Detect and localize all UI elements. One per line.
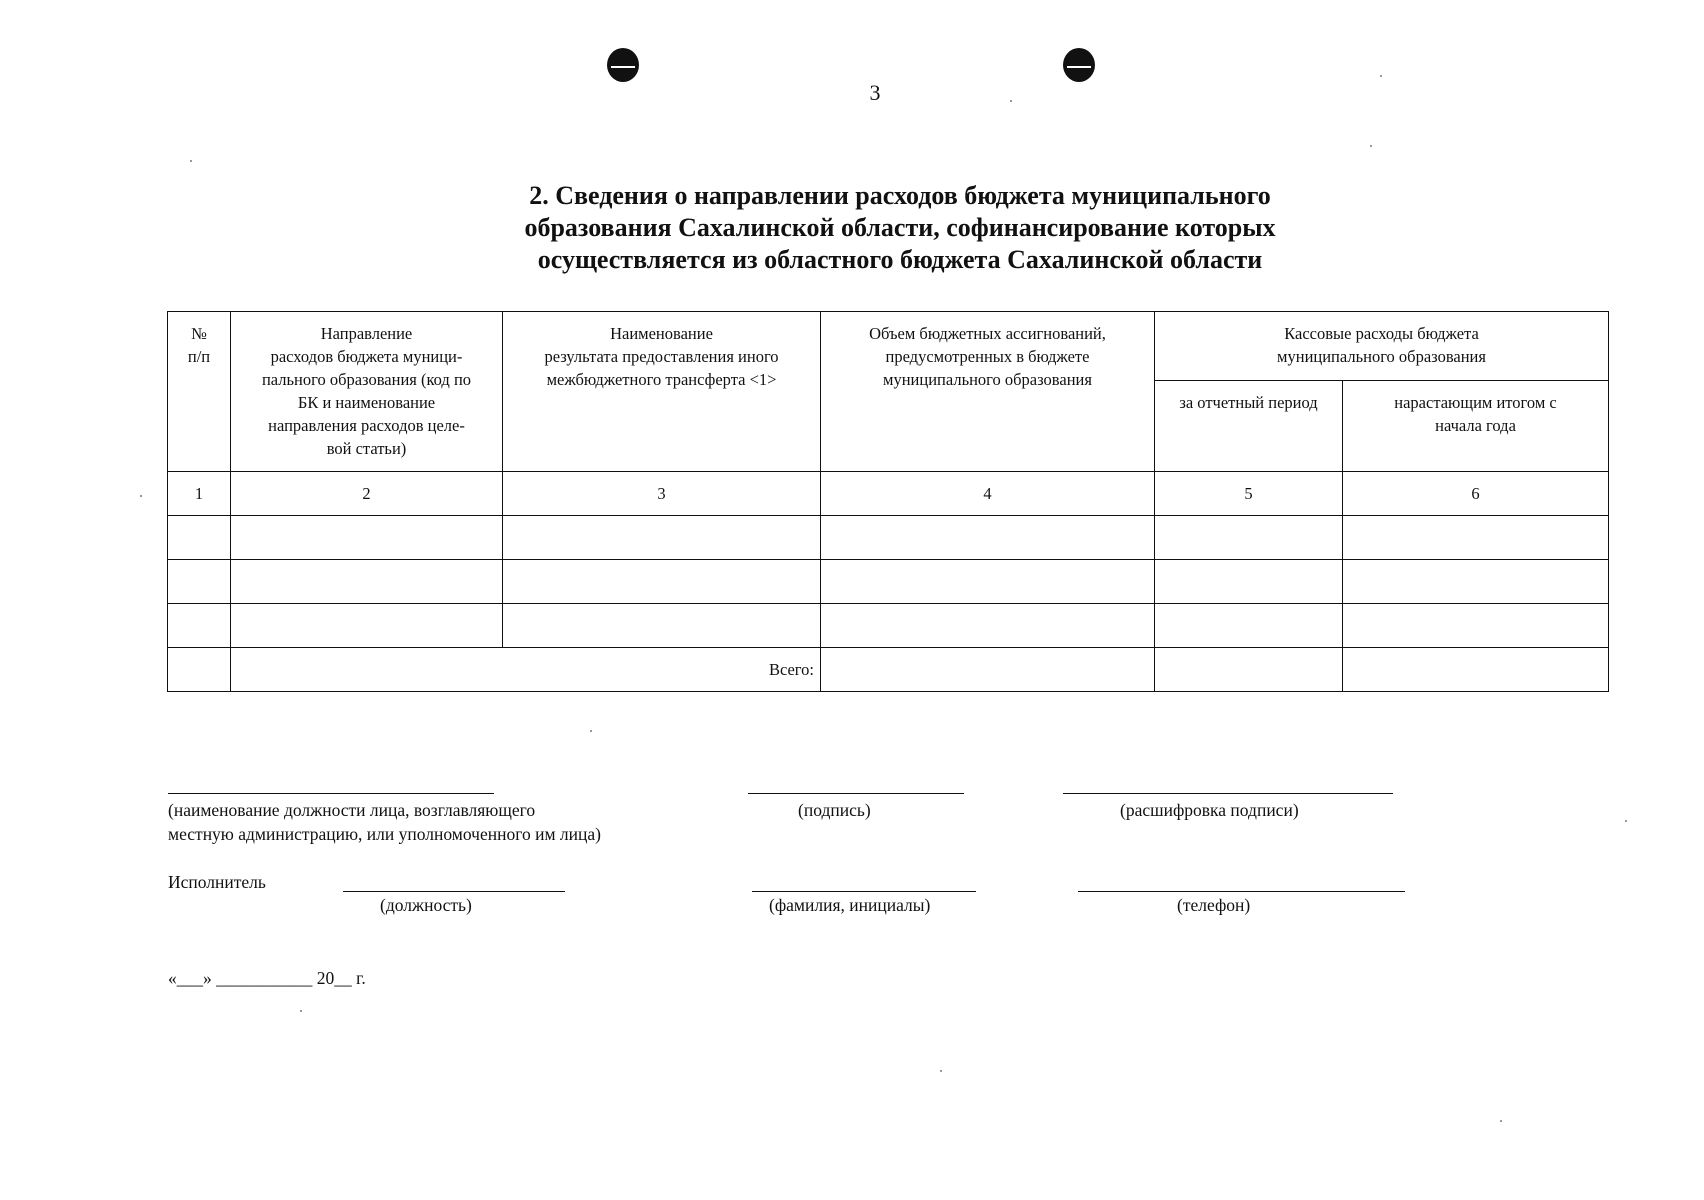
scan-speck xyxy=(590,730,592,732)
table-cell xyxy=(503,560,821,604)
executor-position-line xyxy=(343,891,565,892)
executor-position-caption: (должность) xyxy=(380,895,472,915)
table-cell xyxy=(1155,560,1343,604)
scan-speck xyxy=(1625,820,1627,822)
executor-name-caption: (фамилия, инициалы) xyxy=(769,895,931,915)
table-row xyxy=(168,604,1609,648)
table-cell xyxy=(231,604,503,648)
table-cell xyxy=(1343,560,1609,604)
scan-speck xyxy=(1500,1120,1502,1122)
table-row xyxy=(168,516,1609,560)
executor-phone-caption: (телефон) xyxy=(1177,895,1251,915)
scan-speck xyxy=(190,160,192,162)
table-cell xyxy=(821,560,1155,604)
total-label: Всего: xyxy=(231,648,821,692)
signature-caption: (подпись) xyxy=(798,800,871,820)
position-signature-line xyxy=(168,793,494,794)
punch-hole-left xyxy=(607,48,639,82)
table-cell xyxy=(168,648,231,692)
header-cell-budget-volume: Объем бюджетных ассигнований, предусмотренных в бюджете муниципального образования xyxy=(821,312,1155,472)
total-row xyxy=(168,648,1609,692)
column-number: 3 xyxy=(503,472,821,516)
executor-label: Исполнитель xyxy=(168,872,266,892)
scan-speck xyxy=(940,1070,942,1072)
table-cell xyxy=(1155,516,1343,560)
table-cell xyxy=(231,560,503,604)
section-title-line: 2. Сведения о направлении расходов бюджета муниципального xyxy=(529,181,1271,210)
total-budget-volume-cell xyxy=(821,648,1155,692)
column-number: 2 xyxy=(231,472,503,516)
table-cell xyxy=(1343,516,1609,560)
table-cell xyxy=(821,604,1155,648)
page-number: 3 xyxy=(869,80,881,105)
section-title xyxy=(400,180,1400,276)
column-number: 4 xyxy=(821,472,1155,516)
header-cell-cumulative: нарастающим итогом с начала года xyxy=(1343,381,1609,472)
header-cell-number: № п/п xyxy=(168,312,231,472)
scan-speck xyxy=(1380,75,1382,77)
table-cell xyxy=(503,516,821,560)
table-cell xyxy=(168,516,231,560)
table-cell xyxy=(821,516,1155,560)
section-title-line: осуществляется из областного бюджета Сахалинской области xyxy=(537,245,1263,274)
scan-speck xyxy=(1010,100,1012,102)
table-row xyxy=(168,560,1609,604)
expenses-table xyxy=(167,311,1609,692)
position-caption: (наименование должности лица, возглавляющего местную администрацию, или уполномоченного им лица) xyxy=(168,800,601,844)
decoding-signature-line xyxy=(1063,793,1393,794)
scan-speck xyxy=(300,1010,302,1012)
header-cell-reporting-period: за отчетный период xyxy=(1155,381,1343,472)
signature-line xyxy=(748,793,964,794)
header-cell-direction: Направление расходов бюджета муници- пального образования (код по БК и наименование направления расходов целе- вой статьи) xyxy=(231,312,503,472)
table-cell xyxy=(1155,604,1343,648)
column-number-row xyxy=(168,472,1609,516)
column-number: 6 xyxy=(1343,472,1609,516)
decoding-caption: (расшифровка подписи) xyxy=(1120,800,1299,820)
column-number: 5 xyxy=(1155,472,1343,516)
total-cumulative-cell xyxy=(1343,648,1609,692)
total-reporting-period-cell xyxy=(1155,648,1343,692)
table-cell xyxy=(168,560,231,604)
table-cell xyxy=(231,516,503,560)
date-line: «___» ___________ 20__ г. xyxy=(168,968,366,988)
section-title-line: образования Сахалинской области, софинансирование которых xyxy=(524,213,1276,242)
column-number: 1 xyxy=(168,472,231,516)
header-cell-cash-expenses: Кассовые расходы бюджета муниципального образования xyxy=(1155,312,1609,381)
header-cell-result-name: Наименование результата предоставления иного межбюджетного трансферта <1> xyxy=(503,312,821,472)
table-cell xyxy=(168,604,231,648)
scan-speck xyxy=(140,495,142,497)
punch-hole-right xyxy=(1063,48,1095,82)
executor-name-line xyxy=(752,891,976,892)
executor-phone-line xyxy=(1078,891,1405,892)
table-cell xyxy=(503,604,821,648)
table-cell xyxy=(1343,604,1609,648)
table-header-row xyxy=(168,312,1609,381)
scan-speck xyxy=(1370,145,1372,147)
